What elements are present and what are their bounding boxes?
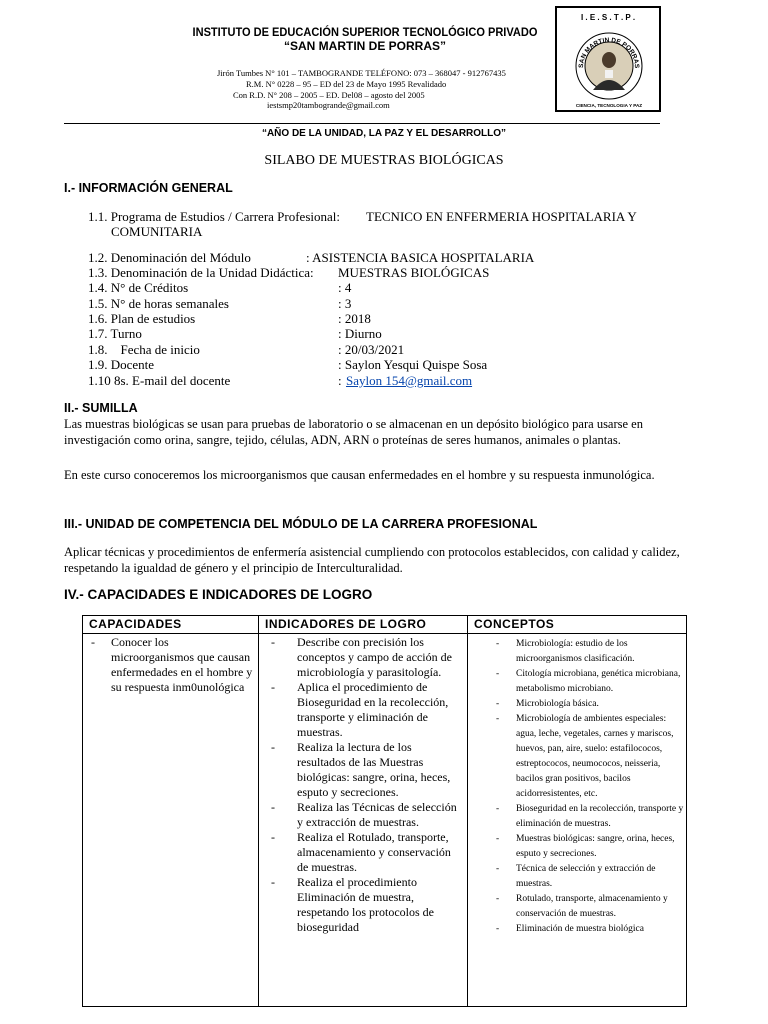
- institution-logo: [555, 6, 661, 112]
- address-line-1: Jirón Tumbes N° 101 – TAMBOGRANDE TELÉFONO: 073 – 368047 - 912767435: [217, 68, 506, 78]
- info-item-label: 1.3. Denominación de la Unidad Didáctica:: [88, 265, 314, 280]
- list-item: - Microbiología: estudio de los microorganismos clasificación.: [468, 637, 686, 667]
- list-item: - Realiza el procedimiento Eliminación de muestra, respetando los protocolos de bioseguridad: [259, 875, 467, 935]
- list-item: - Microbiología de ambientes especiales: agua, leche, vegetales, carnes y mariscos, huevos, pan, aire, suelo: estafilococos, estreptococos, neumococos, neisseria, bacilos gran positivos, bacilos acidorresistentes, etc.: [468, 712, 686, 802]
- info-item-label: 1.10 8s. E-mail del docente: [88, 373, 231, 388]
- info-item-value: MUESTRAS BIOLÓGICAS: [338, 265, 490, 280]
- list-item: - Realiza la lectura de los resultados de las Muestras biológicas: sangre, orina, heces, esputo y secreciones.: [259, 740, 467, 800]
- header-divider: [64, 123, 660, 124]
- info-item-value: : 4: [338, 280, 352, 295]
- info-item-1-1-label: 1.1. Programa de Estudios / Carrera Profesional:: [88, 209, 340, 224]
- list-item: - Microbiología básica.: [468, 697, 686, 712]
- document-title: SILABO DE MUESTRAS BIOLÓGICAS: [264, 153, 504, 168]
- institution-name: INSTITUTO DE EDUCACIÓN SUPERIOR TECNOLÓGICO PRIVADO: [192, 25, 538, 39]
- list-item: - Aplica el procedimiento de Bioseguridad en la recolección, transporte y eliminación de muestras.: [259, 680, 467, 740]
- list-item: - Bioseguridad en la recolección, transporte y eliminación de muestras.: [468, 802, 686, 832]
- list-item: - Conocer los microorganismos que causan enfermedades en el hombre y su respuesta inm0unológica: [83, 635, 258, 695]
- sumilla-paragraph-2: En este curso conoceremos los microorganismos que causan enfermedades en el hombre y su respuesta inmunológica.: [64, 468, 655, 482]
- teacher-email-link[interactable]: Saylon 154@gmail.com: [346, 373, 473, 388]
- list-item: - Técnica de selección y extracción de muestras.: [468, 862, 686, 892]
- info-item-1-1-value-cont: COMUNITARIA: [111, 224, 203, 239]
- list-item: - Realiza las Técnicas de selección y extracción de muestras.: [259, 800, 467, 830]
- info-item-value: : 2018: [338, 311, 371, 326]
- section-3-heading: III.- UNIDAD DE COMPETENCIA DEL MÓDULO DE LA CARRERA PROFESIONAL: [64, 517, 538, 531]
- info-item-label: 1.5. N° de horas semanales: [88, 296, 229, 311]
- sumilla-paragraph-1: Las muestras biológicas se usan para pruebas de laboratorio o se almacenan en un depósito biológico para usarse en investigación como orina, sangre, tejido, células, ADN, ARN o proteínas de seres humanos, animales o plantas.: [64, 417, 643, 447]
- info-item-label: 1.7. Turno: [88, 326, 142, 341]
- info-item-value: : Saylon Yesqui Quispe Sosa: [338, 357, 488, 372]
- info-item-label: 1.6. Plan de estudios: [88, 311, 196, 326]
- info-item-label: 1.8. Fecha de inicio: [88, 342, 200, 357]
- column-header-conceptos: CONCEPTOS: [468, 616, 687, 634]
- conceptos-cell: [468, 634, 687, 1007]
- info-item-value: : Diurno: [338, 326, 382, 341]
- list-item: - Eliminación de muestra biológica: [468, 922, 686, 937]
- list-item: - Muestras biológicas: sangre, orina, heces, esputo y secreciones.: [468, 832, 686, 862]
- section-2-heading: II.- SUMILLA: [64, 401, 138, 415]
- info-item-value: : ASISTENCIA BASICA HOSPITALARIA: [306, 250, 535, 265]
- logo-top-text: I . E . S . T . P .: [580, 13, 636, 22]
- info-item-label: 1.4. N° de Créditos: [88, 280, 189, 295]
- info-item-1-1-value: TECNICO EN ENFERMERIA HOSPITALARIA Y: [366, 209, 637, 224]
- info-item-label: 1.2. Denominación del Módulo: [88, 250, 251, 265]
- address-line-2: R.M. N° 0228 – 95 – ED del 23 de Mayo 1995 Revalidado: [246, 79, 447, 89]
- info-item-value: : 20/03/2021: [338, 342, 405, 357]
- address-line-3: Con R.D. N° 208 – 2005 – ED. Del08 – agosto del 2005: [233, 90, 425, 100]
- table-header-row: [83, 616, 687, 634]
- indicadores-cell: [259, 634, 468, 1007]
- column-header-indicadores: INDICADORES DE LOGRO: [259, 616, 468, 634]
- column-header-capacidades: CAPACIDADES: [83, 616, 259, 634]
- list-item: - Realiza el Rotulado, transporte, almacenamiento y conservación de muestras.: [259, 830, 467, 875]
- list-item: - Citología microbiana, genética microbiana, metabolismo microbiano.: [468, 667, 686, 697]
- info-item-colon: :: [338, 373, 342, 388]
- competencia-paragraph: Aplicar técnicas y procedimientos de enfermería asistencial cumpliendo con protocolos establecidos, con calidad y calidez, respetando la igualdad de género y el principio de Interculturalidad.: [64, 545, 680, 575]
- list-item: - Rotulado, transporte, almacenamiento y conservación de muestras.: [468, 892, 686, 922]
- logo-arc-text: SAN MARTIN DE PORRAS: [577, 36, 641, 69]
- capacidades-cell: [83, 634, 259, 1007]
- section-1-heading: I.- INFORMACIÓN GENERAL: [64, 181, 233, 195]
- table-row: [83, 634, 687, 1007]
- year-motto: “AÑO DE LA UNIDAD, LA PAZ Y EL DESARROLLO”: [261, 128, 507, 139]
- logo-bottom-text: CIENCIA, TECNOLOGIA Y PAZ: [575, 103, 643, 108]
- info-item-label: 1.9. Docente: [88, 357, 155, 372]
- list-item: - Describe con precisión los conceptos y campo de acción de microbiología y parasitología.: [259, 635, 467, 680]
- info-item-value: : 3: [338, 296, 352, 311]
- logo-seal-icon: [557, 8, 659, 110]
- section-4-heading: IV.- CAPACIDADES E INDICADORES DE LOGRO: [64, 587, 373, 602]
- institution-subname: “SAN MARTIN DE PORRAS”: [283, 39, 446, 53]
- capacidades-table: [82, 615, 687, 1007]
- institution-email: iestsmp20tambogrande@gmail.com: [267, 100, 390, 110]
